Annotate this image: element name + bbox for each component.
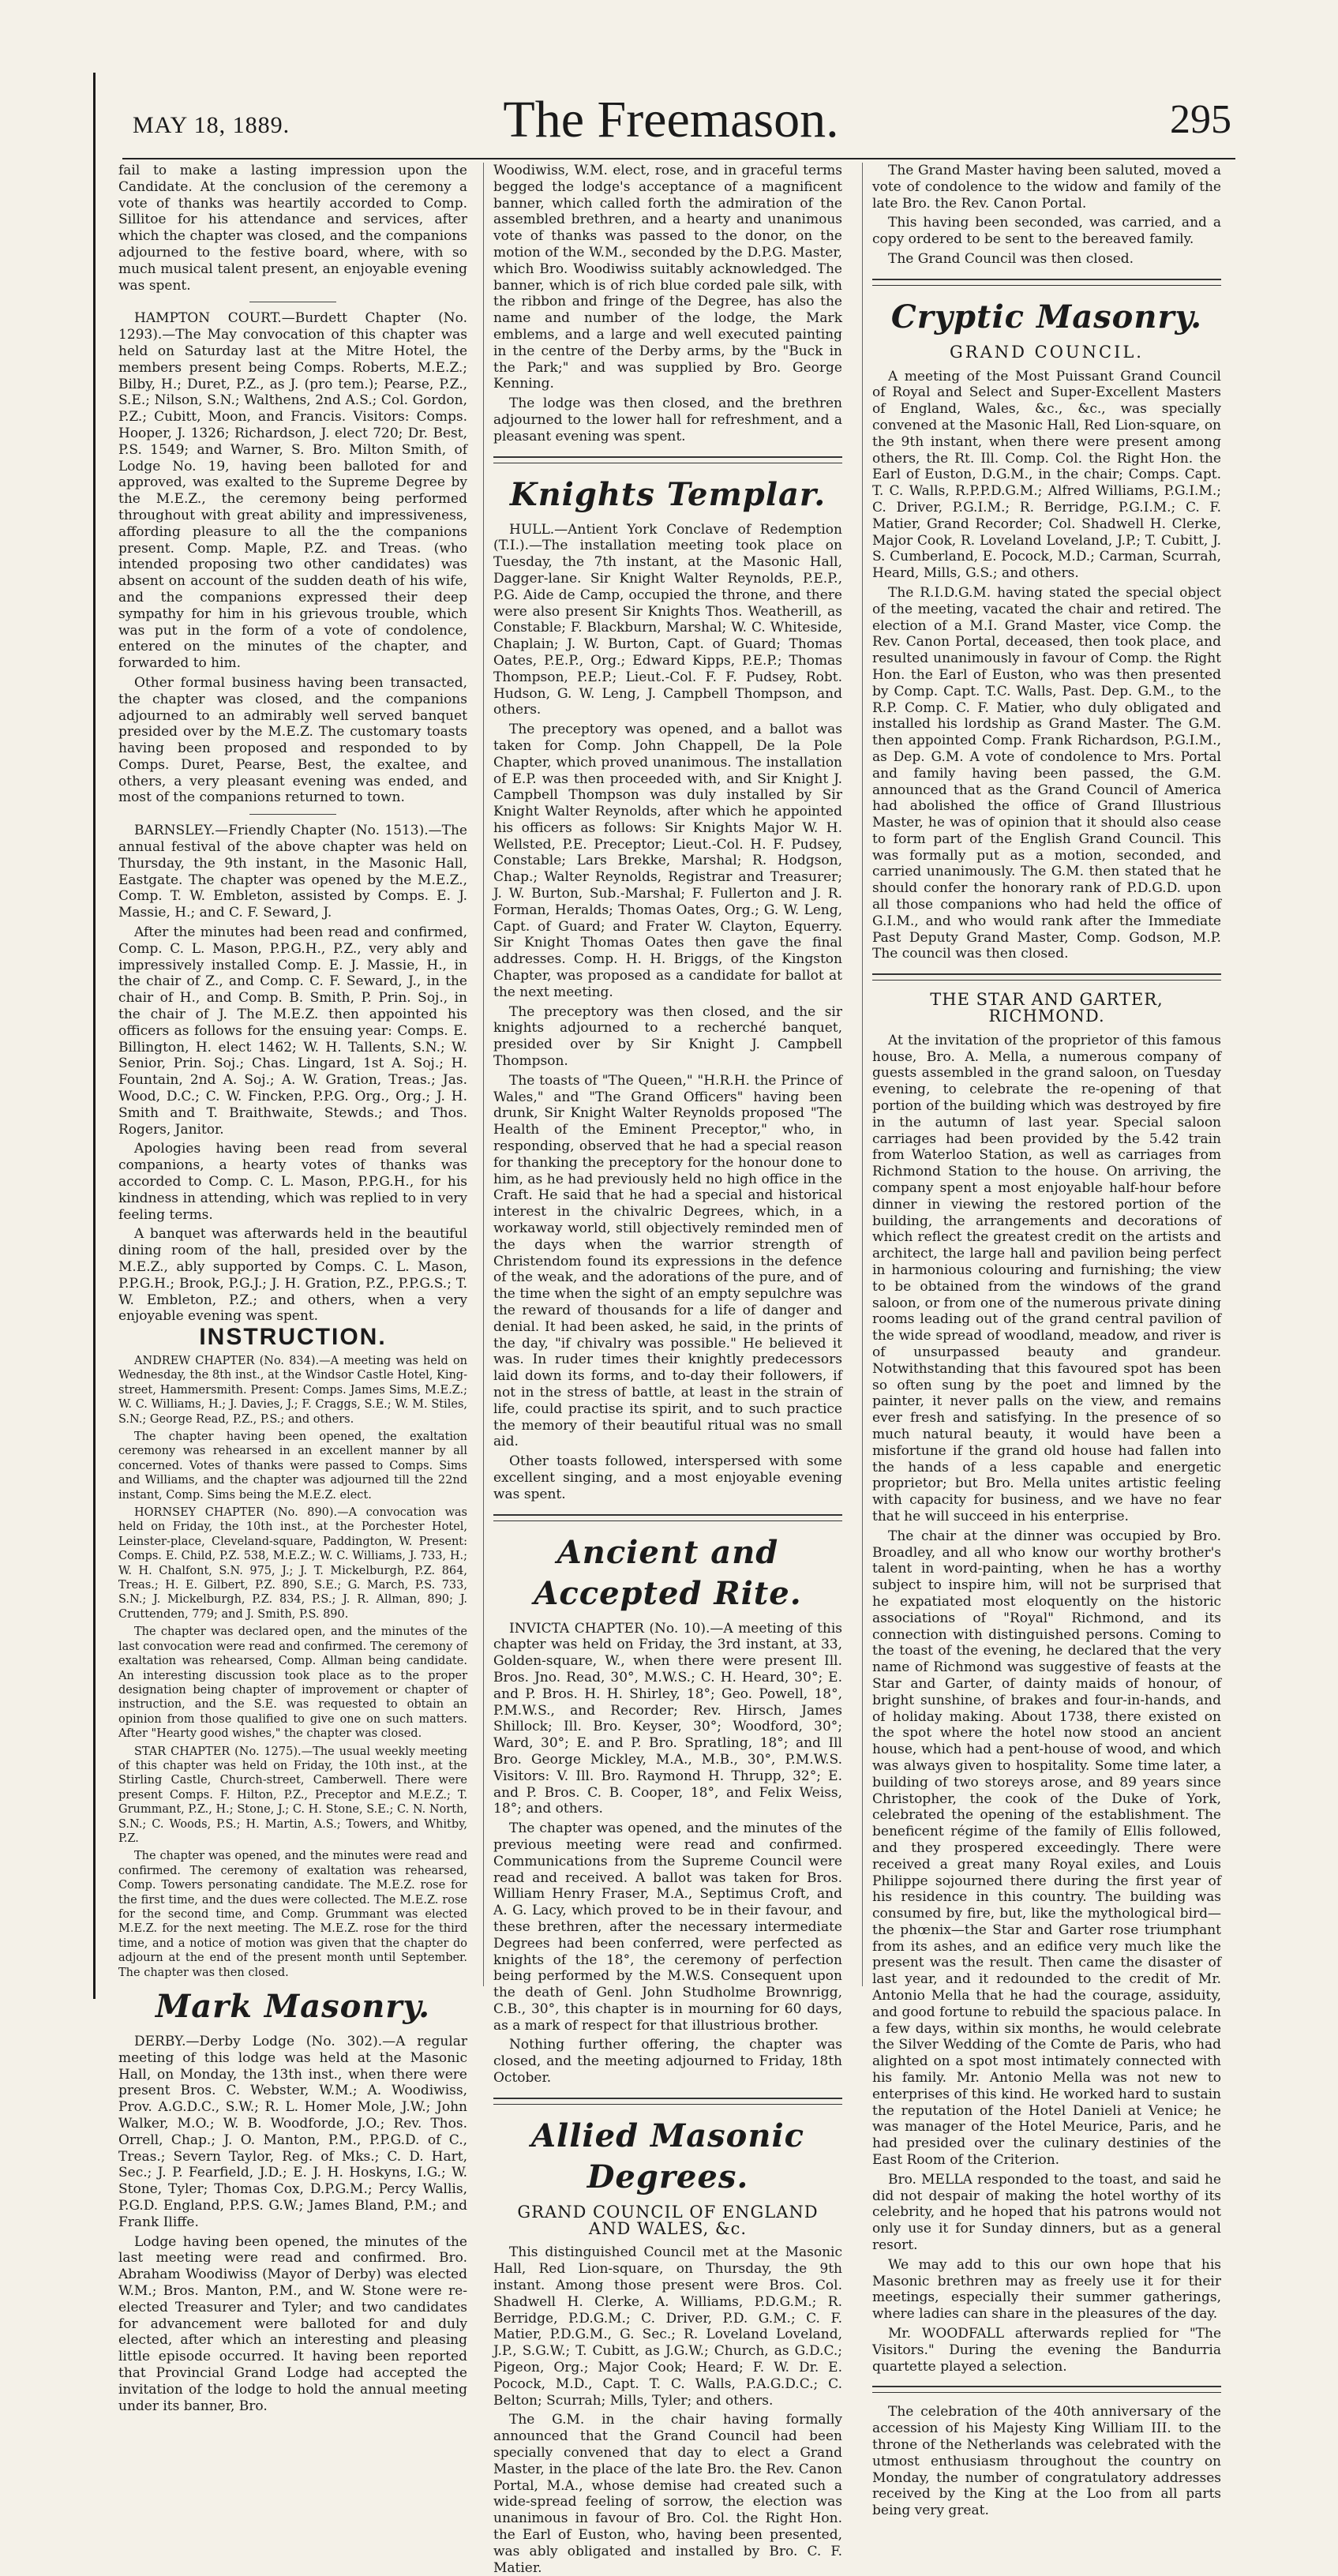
article-paragraph: Lodge having been opened, the minutes of the last meeting were read and confirmed. Bro. Abraham Woodiwiss (Mayor of Derby) was elected W.M.; Bros. Manton, P.M., and W. Stone were re-elected Treasurer and Tyler; and two candidates for advancement were balloted for and duly elected, after which an interesting and pleasing little episode occurred. It having been reported that Provincial Grand Lodge had accepted the invitation of the lodge to hold the annual meeting under its banner, Bro. [118, 2233, 467, 2414]
star-garter-report: At the invitation of the proprietor of this famous house, Bro. A. Mella, a numerous company of guests assembled in the grand saloon, on Tuesday evening, to celebrate the re-opening of that portion of the building which was destroyed by fire in the autumn of last year. Special saloon carriages had been provided by the 5.42 train from Waterloo Station, as well as carriages from Richmond Station to the house. On arriving, the company spent a most enjoyable half-hour before dinner in viewing the restored portion of the building, the arrangements and decorations of which reflect the greatest credit on the artists and architect, the large hall and pavilion being perfect in harmonious colouring and furnishing; the view to be obtained from the windows of the grand saloon, or from one of the numerous private dining rooms leading out of the grand central pavilion of the wide spread of woodland, meadow, and river is of unsurpassed beauty and grandeur. Notwithstanding that this favoured spot has been so often sung by the poet and limned by the painter, it never palls on the view, and remains ever fresh and satisfying. In the presence of so much natural beauty, it would have been a misfortune if the grand old house had fallen into the hands of a less capable and energetic proprietor; but Bro. Mella unites artistic feeling with capacity for business, and we have no fear that he will succeed in his enterprise. [872, 1032, 1221, 1524]
article-paragraph: A banquet was afterwards held in the beautiful dining room of the hall, presided over by the M.E.Z., ably supported by Comps. C. L. Mason, P.P.G.H.; Brook, P.G.J.; J. H. Gration, P.Z., P.P.G.S.; T. W. Embleton, P.Z.; and others, when a very enjoyable evening was spent. [118, 1226, 467, 1325]
hull-conclave-report: HULL.—Antient York Conclave of Redemption (T.I.).—The installation meeting took place on Tuesday, the 7th instant, at the Masonic Hall, Dagger-lane. Sir Knight Walter Reynolds, P.E.P., P.G. Aide de Camp, occupied the throne, and there were also present Sir Knights Thos. Weatherill, as Constable; F. Blackburn, Marshal; W. C. Whiteside, Chaplain; J. W. Burton, Capt. of Guard; Thomas Oates, P.E.P., Org.; Edward Kipps, P.E.P.; Thomas Thompson, P.E.P.; Lieut.-Col. F. F. Pudsey, Robt. Hudson, G. W. Leng, J. Campbell Thompson, and others. [493, 521, 842, 718]
issue-date: MAY 18, 1889. [133, 112, 290, 138]
article-paragraph: This having been seconded, was carried, and a copy ordered to be sent to the bereaved family. [872, 215, 1221, 248]
article-paragraph: The R.I.D.G.M. having stated the special object of the meeting, vacated the chair and retired. The election of a M.I. Grand Master, vice Comp. the Rev. Canon Portal, deceased, then took place, and resulted unanimously in favour of Comp. the Right Hon. the Earl of Euston, who was then presented by Comp. Capt. T.C. Walls, Past. Dep. G.M., to the R.P. Comp. C. F. Matier, who duly obligated and installed his lordship as Grand Master. The G.M. then appointed Comp. Frank Richardson, P.G.I.M., as Dep. G.M. A vote of condolence to Mrs. Portal and family having been passed, the G.M. announced that as the Grand Council of America had abolished the office of Grand Illustrious Master, he was of opinion that it should also cease to form part of the English Grand Council. This was formally put as a motion, seconded, and carried unanimously. The G.M. then stated that he should confer the honorary rank of P.D.G.D. upon all those companions who had held the office of G.I.M., and who would rank after the Immediate Past Deputy Grand Master, Comp. Godson, M.P. The council was then closed. [872, 584, 1221, 962]
invicta-chapter-report: INVICTA CHAPTER (No. 10).—A meeting of this chapter was held on Friday, the 3rd instant, at 33, Golden-square, W., when there were present Ill. Bros. Jno. Read, 30°, M.W.S.; C. H. Heard, 30°; E. and P. Bros. H. H. Shirley, 18°; Geo. Powell, 18°, P.M.W.S., and Recorder; Rev. Hirsch, James Shillock; Ill. Bro. Keyser, 30°; Woodford, 30°; Ward, 30°; E. and P. Bro. Spratling, 18°; and Ill Bro. George Mickley, M.A., M.B., 30°, P.M.W.S. Visitors: V. Ill. Bro. Raymond H. Thrupp, 32°; E. and P. Bros. C. B. Cooper, 18°, and Felix Weiss, 18°; and others. [493, 1620, 842, 1817]
article-paragraph: Other toasts followed, interspersed with some excellent singing, and a most enjoyable evening was spent. [493, 1453, 842, 1502]
andrew-chapter-report: ANDREW CHAPTER (No. 834).—A meeting was held on Wednesday, the 8th inst., at the Windsor Castle Hotel, King-street, Hammersmith. Present: Comps. James Sims, M.E.Z.; W. C. Williams, H.; J. Davies, J.; F. Craggs, S.E.; W. M. Stiles, S.N.; George Read, P.Z., P.S.; and others. [118, 1354, 467, 1426]
section-divider [249, 814, 336, 815]
section-heading-star-and-garter: THE STAR AND GARTER, RICHMOND. [930, 990, 1164, 1026]
article-paragraph: fail to make a lasting impression upon the Candidate. At the conclusion of the ceremony a vote of thanks was heartily accorded to Comp. Sillitoe for his attendance and services, after which the chapter was closed, and the companions adjourned to the festive board, where, with so much musical talent present, an enjoyable evening was spent. [118, 163, 467, 294]
article-paragraph: Apologies having been read from several companions, a hearty votes of thanks was accorded to Comp. C. L. Mason, P.P.G.H., for his kindness in attending, which was replied to in very feeling terms. [118, 1141, 467, 1223]
article-paragraph: Mr. WOODFALL afterwards replied for "The Visitors." During the evening the Bandurria quartette played a selection. [872, 2326, 1221, 2375]
section-heading-mark-masonry: Mark Masonry. [155, 1988, 431, 2026]
cryptic-council-report: A meeting of the Most Puissant Grand Council of Royal and Select and Super-Excellent Masters of England, Wales, &c., &c., was specially convened at the Masonic Hall, Red Lion-square, on the 9th instant, when there were present among others, the Rt. Ill. Comp. Col. the Right Hon. the Earl of Euston, D.G.M., in the chair; Comps. Capt. T. C. Walls, R.P.P.D.G.M.; Alfred Williams, P.G.I.M.; C. Driver, P.G.I.M.; R. Berridge, P.G.I.M.; C. F. Matier, Grand Recorder; Col. Shadwell H. Clerke, Major Cook, R. Loveland Loveland, J.P.; T. Cubitt, J. S. Cumberland, E. Pocock, M.D.; Carman, Scurrah, Heard, Mills, G.S.; and others. [872, 368, 1221, 582]
masthead [111, 87, 1231, 166]
article-paragraph: The chair at the dinner was occupied by Bro. Broadley, and all who know our worthy brother's talent in word-painting, when he has a worthy subject to inspire him, will not be surprised that he expatiated most eloquently on the historic associations of "Royal" Richmond, and its connection with distinguished persons. Coming to the toast of the evening, he declared that the very name of Richmond was suggestive of feasts at the Star and Garter, of dainty maids of honour, of bright sunshine, of brakes and four-in-hands, and of holiday making. About 1738, there existed on the spot where the hotel now stood an ancient house, which had a pent-house of wood, and which was always given to hospitality. Some time later, a building of two storeys arose, and 89 years since Christopher, the cook of the Duke of York, celebrated the opening of the establishment. The beneficent régime of the family of Ellis followed, and they prospered exceedingly. There were received a great many Royal exiles, and Louis Philippe sojourned there during the first year of his residence in this country. The building was consumed by fire, but, like the mythological bird—the phœnix—the Star and Garter rose triumphant from its ashes, and an edifice very much like the present was the result. Then came the disaster of last year, and it redounded to the credit of Mr. Antonio Mella that he had the courage, assiduity, and good fortune to rebuild the spacious palace. In a few days, within six months, he would celebrate the Silver Wedding of the Comte de Paris, who had alighted on a spot most intimately connected with his family. Mr. Antonio Mella was not new to enterprises of this kind. He worked hard to sustain the reputation of the Hotel Danieli at Venice; he was manager of the Hotel Meurice, Paris, and he had presided over the culinary destinies of the East Room of the Criterion. [872, 1528, 1221, 2169]
article-paragraph: The chapter was opened, and the minutes were read and confirmed. The ceremony of exaltation was rehearsed, Comp. Towers personating candidate. The M.E.Z. rose for the first time, and the dues were collected. The M.E.Z. rose for the second time, and Comp. Grummant was elected M.E.Z. for the next meeting. The M.E.Z. rose for the third time, and a notice of motion was given that the chapter do adjourn at the end of the present month until September. The chapter was then closed. [118, 1850, 467, 1979]
section-divider [493, 2098, 842, 2105]
article-paragraph: Bro. MELLA responded to the toast, and said he did not despair of making the hotel worthy of its celebrity, and he hoped that his patrons would not only use it for Sunday dinners, but as a general resort. [872, 2171, 1221, 2254]
section-divider [872, 973, 1221, 981]
page-number: 295 [1170, 97, 1231, 142]
article-paragraph: The G.M. in the chair having formally announced that the Grand Council had been specially convened that day to elect a Grand Master, in the place of the late Bro. the Rev. Canon Portal, M.A., whose demise had created such a wide-spread feeling of sorrow, the election was unanimous in favour of Bro. Col. the Right Hon. the Earl of Euston, who, having been presented, was ably obligated and installed by Bro. C. F. Matier. [493, 2412, 842, 2576]
article-paragraph: The preceptory was then closed, and the sir knights adjourned to a recherché banquet, presided over by Sir Knight J. Campbell Thompson. [493, 1003, 842, 1070]
hampton-court-report: HAMPTON COURT.—Burdett Chapter (No. 1293).—The May convocation of this chapter was held on Saturday last at the Mitre Hotel, the members present being Comps. Roberts, M.E.Z.; Bilby, H.; Duret, P.Z., as J. (pro tem.); Pearse, P.Z., S.E.; Nilson, S.N.; Walthens, 2nd A.S.; Col. Gordon, P.Z.; Cubitt, Moon, and Francis. Visitors: Comps. Hooper, J. 1326; Richardson, J. elect 720; Dr. Best, P.S. 1549; and Warner, S. Bro. Milton Smith, of Lodge No. 19, having been balloted for and approved, was exalted to the Supreme Degree by the M.E.Z., the ceremony being performed throughout with great ability and impressiveness, affording pleasure to all the the companions present. Comp. Maple, P.Z. and Treas. (who intended proposing two other candidates) was absent on account of the sudden death of his wife, and the companions expressed their deep sympathy for him in his grievous trouble, which was put in the form of a vote of condolence, entered on the minutes of the chapter, and forwarded to him. [118, 310, 467, 672]
article-paragraph: Woodiwiss, W.M. elect, rose, and in graceful terms begged the lodge's acceptance of a magnificent banner, which called forth the admiration of the assembled brethren, and a hearty and unanimous vote of thanks was passed to the donor, on the motion of the W.M., seconded by the D.P.G. Master, which Bro. Woodiwiss suitably acknowledged. The banner, which is of rich blue corded pale silk, with the ribbon and fringe of the Degree, has also the name and number of the lodge, the Mark emblems, and a large and well executed painting in the centre of the Derby arms, by the "Buck in the Park;" and was supplied by Bro. George Kenning. [493, 163, 842, 392]
section-heading-ancient-accepted-rite: Ancient and Accepted Rite. [534, 1533, 802, 1612]
section-heading-knights-templar: Knights Templar. [509, 475, 826, 513]
column-2 [493, 163, 842, 2576]
column-1 [118, 163, 467, 2414]
article-paragraph: The Grand Master having been saluted, moved a vote of condolence to the widow and family of the late Bro. the Rev. Canon Portal. [872, 163, 1221, 212]
article-paragraph: Nothing further offering, the chapter was closed, and the meeting adjourned to Friday, 18th October. [493, 2037, 842, 2087]
derby-lodge-report: DERBY.—Derby Lodge (No. 302).—A regular meeting of this lodge was held at the Masonic Hall, on Monday, the 13th inst., when there were present Bros. C. Webster, W.M.; A. Woodiwiss, Prov. A.G.D.C., S.W.; R. L. Homer Mole, J.W.; John Walker, M.O.; W. B. Woodforde, J.O.; Rev. Thos. Orrell, Chap.; J. O. Manton, P.M., P.P.G.D. of C., Treas.; Severn Taylor, Reg. of Mks.; C. D. Hart, Sec.; J. P. Fearfield, J.D.; E. J. H. Hoskyns, I.G.; W. Stone, Tyler; Thomas Cox, D.P.G.M.; Percy Wallis, P.G.D. England, P.P.S. G.W.; James Bland, P.M.; and Frank Iliffe. [118, 2034, 467, 2230]
subheading-grand-council: GRAND COUNCIL. [950, 342, 1144, 362]
binding-edge-rule [93, 73, 96, 1999]
subheading-grand-council-england: GRAND COUNCIL OF ENGLAND AND WALES, &c. [517, 2202, 819, 2238]
barnsley-report: BARNSLEY.—Friendly Chapter (No. 1513).—The annual festival of the above chapter was held on Thursday, the 9th instant, in the Masonic Hall, Eastgate. The chapter was opened by the M.E.Z., Comp. T. W. Embleton, assisted by Comps. E. J. Massie, H.; and C. F. Seward, J. [118, 823, 467, 921]
king-william-anniversary-note: The celebration of the 40th anniversary of the accession of his Majesty King William III. to the throne of the Netherlands was celebrated with the utmost enthusiasm throughout the country on Monday, the number of congratulatory addresses received by the King at the Loo from all parts being very great. [872, 2404, 1221, 2519]
article-paragraph: The chapter was declared open, and the minutes of the last convocation were read and confirmed. The ceremony of exaltation was rehearsed, Comp. Allman being candidate. An interesting discussion took place as to the proper designation being chapter of improvement or chapter of instruction, and the S.E. was requested to obtain an opinion from those qualified to give one on such matters. After "Hearty good wishes," the chapter was closed. [118, 1625, 467, 1741]
hornsey-chapter-report: HORNSEY CHAPTER (No. 890).—A convocation was held on Friday, the 10th inst., at the Porchester Hotel, Leinster-place, Cleveland-square, Paddington, W. Present: Comps. E. Child, P.Z. 538, M.E.Z.; W. C. Williams, J. 733, H.; W. H. Chalfont, S.N. 975, J.; J. T. Mickelburgh, P.Z. 864, Treas.; H. E. Gilbert, P.Z. 890, S.E.; G. March, P.S. 733, S.N.; J. Mickelburgh, P.Z. 834, P.S.; J. R. Allman, 890; J. Cruttenden, 779; and J. Smith, P.S. 890. [118, 1506, 467, 1621]
newspaper-title: The Freemason. [503, 91, 839, 148]
column-divider [862, 163, 863, 1986]
star-chapter-report: STAR CHAPTER (No. 1275).—The usual weekly meeting of this chapter was held on Friday, the 10th inst., at the Stirling Castle, Church-street, Camberwell. There were present Comps. F. Hilton, P.Z., Preceptor and M.E.Z.; T. Grummant, P.Z., H.; Stone, J.; C. H. Stone, S.E.; C. N. North, S.N.; C. Woods, P.S.; H. Martin, A.S.; Towers, and Whitby, P.Z. [118, 1745, 467, 1845]
section-heading-allied-masonic-degrees: Allied Masonic Degrees. [531, 2117, 804, 2195]
section-divider [493, 1514, 842, 1521]
article-paragraph: Other formal business having been transacted, the chapter was closed, and the companions adjourned to an admirably well served banquet presided over by the M.E.Z. The customary toasts having been proposed and responded to by Comps. Duret, Pearse, Best, the exaltee, and others, a very pleasant evening was ended, and most of the companions returned to town. [118, 674, 467, 806]
header-rule [122, 158, 1235, 159]
column-3 [872, 163, 1221, 2519]
section-heading-instruction: INSTRUCTION. [199, 1324, 387, 1351]
article-paragraph: The chapter having been opened, the exaltation ceremony was rehearsed in an excellent manner by all concerned. Votes of thanks were passed to Comps. Sims and Williams, and the chapter was adjourned till the 22nd instant, Comp. Sims being the M.E.Z. elect. [118, 1430, 467, 1502]
section-divider [872, 279, 1221, 286]
section-divider [872, 2386, 1221, 2393]
section-divider [493, 456, 842, 463]
article-paragraph: The chapter was opened, and the minutes of the previous meeting were read and confirmed. Communications from the Supreme Council were read and received. A ballot was taken for Bros. William Henry Fraser, M.A., Septimus Croft, and A. G. Lacy, which proved to be in their favour, and these brethren, after the necessary intermediate Degrees had been conferred, were perfected as knights of the 18°, the ceremony of perfection being performed by the M.W.S. Consequent upon the death of Genl. John Studholme Brownrigg, C.B., 30°, this chapter is in mourning for 60 days, as a mark of respect for that illustrious brother. [493, 1820, 842, 2034]
article-paragraph: The toasts of "The Queen," "H.R.H. the Prince of Wales," and "The Grand Officers" having been drunk, Sir Knight Walter Reynolds proposed "The Health of the Eminent Preceptor," who, in responding, observed that he had a special reason for thanking the preceptory for the honour done to him, as he had previously held no high office in the Craft. He said that he had a special and historical interest in the chivalric Degrees, which, in a workaway world, still objectively reminded men of the days when the warrior strength of Christendom found its expressions in the defence of the weak, and the adorations of the pure, and of the time when the sight of an empty sepulchre was the reward of thousands for a life of danger and denial. It had been asked, he said, in the prints of the day, "if chivalry was possible." He believed it was. In ruder times their knightly predecessors laid down its forms, and to-day their followers, if not in the stress of battle, at least in the strain of life, could practise its spirit, and to such practice the memory of their beautiful ritual was no small aid. [493, 1072, 842, 1450]
article-paragraph: The lodge was then closed, and the brethren adjourned to the lower hall for refreshment, and a pleasant evening was spent. [493, 396, 842, 444]
article-paragraph: The Grand Council was then closed. [888, 250, 1134, 267]
article-paragraph: We may add to this our own hope that his Masonic brethren may as freely use it for their meetings, especially their summer gatherings, where ladies can share in the pleasures of the day. [872, 2256, 1221, 2323]
article-paragraph: After the minutes had been read and confirmed, Comp. C. L. Mason, P.P.G.H., P.Z., very ably and impressively installed Comp. E. J. Massie, H., in the chair of Z., and Comp. C. F. Seward, J., in the chair of H., and Comp. B. Smith, P. Prin. Soj., in the chair of J. The M.E.Z. then appointed his officers as follows for the ensuing year: Comps. E. Billington, H. elect 1462; W. H. Tallents, S.N.; W. Senior, Prin. Soj.; Chas. Lingard, 1st A. Soj.; H. Fountain, 2nd A. Soj.; A. W. Gration, Treas.; Jas. Wood, D.C.; C. W. Fincken, P.P.G. Org., Org.; J. H. Smith and T. Braithwaite, Stewds.; and Thos. Rogers, Janitor. [118, 924, 467, 1138]
grand-council-report: This distinguished Council met at the Masonic Hall, Red Lion-square, on Thursday, the 9th instant. Among those present were Bros. Col. Shadwell H. Clerke, A. Williams, P.D.G.M.; R. Berridge, P.D.G.M.; C. Driver, P.D. G.M.; C. F. Matier, P.D.G.M., G. Sec.; R. Loveland Loveland, J.P., S.G.W.; T. Cubitt, as J.G.W.; Church, as G.D.C.; Pigeon, Org.; Major Cook; Heard; F. W. Dr. E. Pocock, M.D., Capt. T. C. Walls, P.A.G.D.C.; C. Belton; Scurrah; Mills, Tyler; and others. [493, 2244, 842, 2409]
column-divider [483, 163, 484, 1986]
article-paragraph: The preceptory was opened, and a ballot was taken for Comp. John Chappell, De la Pole Chapter, which proved unanimous. The installation of E.P. was then proceeded with, and Sir Knight J. Campbell Thompson was duly installed by Sir Knight Walter Reynolds, after which he appointed his officers as follows: Sir Knights Major W. H. Wellsted, P.E. Preceptor; Lieut.-Col. H. F. Pudsey, Constable; Lars Brekke, Marshal; R. Hodgson, Chap.; Walter Reynolds, Registrar and Treasurer; J. W. Burton, Sub.-Marshal; F. Fullerton and J. R. Forman, Heralds; Thomas Oates, Org.; G. W. Leng, Capt. of Guard; and Frater W. Clayton, Equerry. Sir Knight Thomas Oates then gave the final addresses. Comp. H. H. Briggs, of the Kingston Chapter, was proposed as a candidate for ballot at the next meeting. [493, 722, 842, 1000]
section-heading-cryptic-masonry: Cryptic Masonry. [890, 298, 1203, 336]
